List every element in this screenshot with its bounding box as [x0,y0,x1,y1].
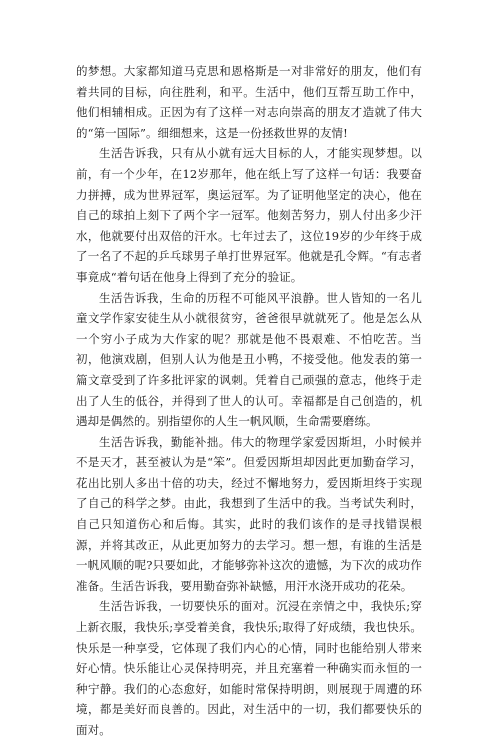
paragraph-diligence: 生活告诉我，勤能补拙。伟大的物理学家爱因斯坦，小时候并不是天才，甚至被认为是“笨”。但爱因斯坦却因此更加勤奋学习，花出比别人多出十倍的功夫，经过不懈地努力，爱因斯坦终于实现了自己的科学之梦。由此，我想到了生活中的我。当考试失利时，自己只知道伤心和后悔。其实，此时的我们该作的是寻找错误根源，并将其改正，从此更加努力的去学习。想一想，有谁的生活是一帆风顺的呢?只要如此，才能够弥补这次的遗憾，为下次的成功作准备。生活告诉我，要用勤奋弥补缺憾，用汗水浇开成功的花朵。 [76,434,422,593]
paragraph-hardship: 生活告诉我，生命的历程不可能风平浪静。世人皆知的一名儿童文学作家安徒生从小就很贫穷，爸爸很早就就死了。他是怎么从一个穷小子成为大作家的呢？那就是他不畏艰难、不怕吃苦。当初，他演戏剧，但别人认为他是丑小鸭，不接受他。他发表的第一篇文章受到了许多批评家的讽刺。凭着自己顽强的意志，他终于走出了人生的低谷，并得到了世人的认可。幸福都是自己创造的，机遇却是偶然的。别指望你的人生一帆风顺，生命需要磨练。 [76,290,422,429]
paragraph-ambition: 生活告诉我，只有从小就有远大目标的人，才能实现梦想。以前，有一个少年，在12岁那年，他在纸上写了这样一句话：我要奋力拼搏，成为世界冠军，奥运冠军。为了证明他坚定的决心，他在自己的球拍上刻下了两个字一冠军。他刻苦努力，别人付出多少汗水，他就要付出双倍的汗水。七年过去了，这位19岁的少年终于成了一名了不起的乒乓球男子单打世界冠军。他就是孔令辉。“有志者事竟成“着句话在他身上得到了充分的验证。 [76,146,422,284]
document-body [76,61,422,741]
paragraph-friendship: 的梦想。大家都知道马克思和恩格斯是一对非常好的朋友，他们有着共同的目标，向往胜利，和平。生活中，他们互帮互助工作中，他们相辅相成。正因为有了这样一对志向崇高的朋友才造就了伟大的“第一国际”。细细想来，这是一份拯救世界的友情! [76,64,422,140]
paragraph-happiness: 生活告诉我，一切要快乐的面对。沉浸在亲情之中，我快乐;穿上新衣服，我快乐;享受着美食，我快乐;取得了好成绩，我也快乐。快乐是一种享受，它体现了我们内心的心情，同时也能给别人带来好心情。快乐能让心灵保持明亮，并且充塞着一种确实而永恒的一种宁静。我们的心态愈好，如能时常保持明朗，则展现于周遭的环境，都是美好而良善的。因此，对生活中的一切，我们都要快乐的 面对。 [76,599,422,737]
